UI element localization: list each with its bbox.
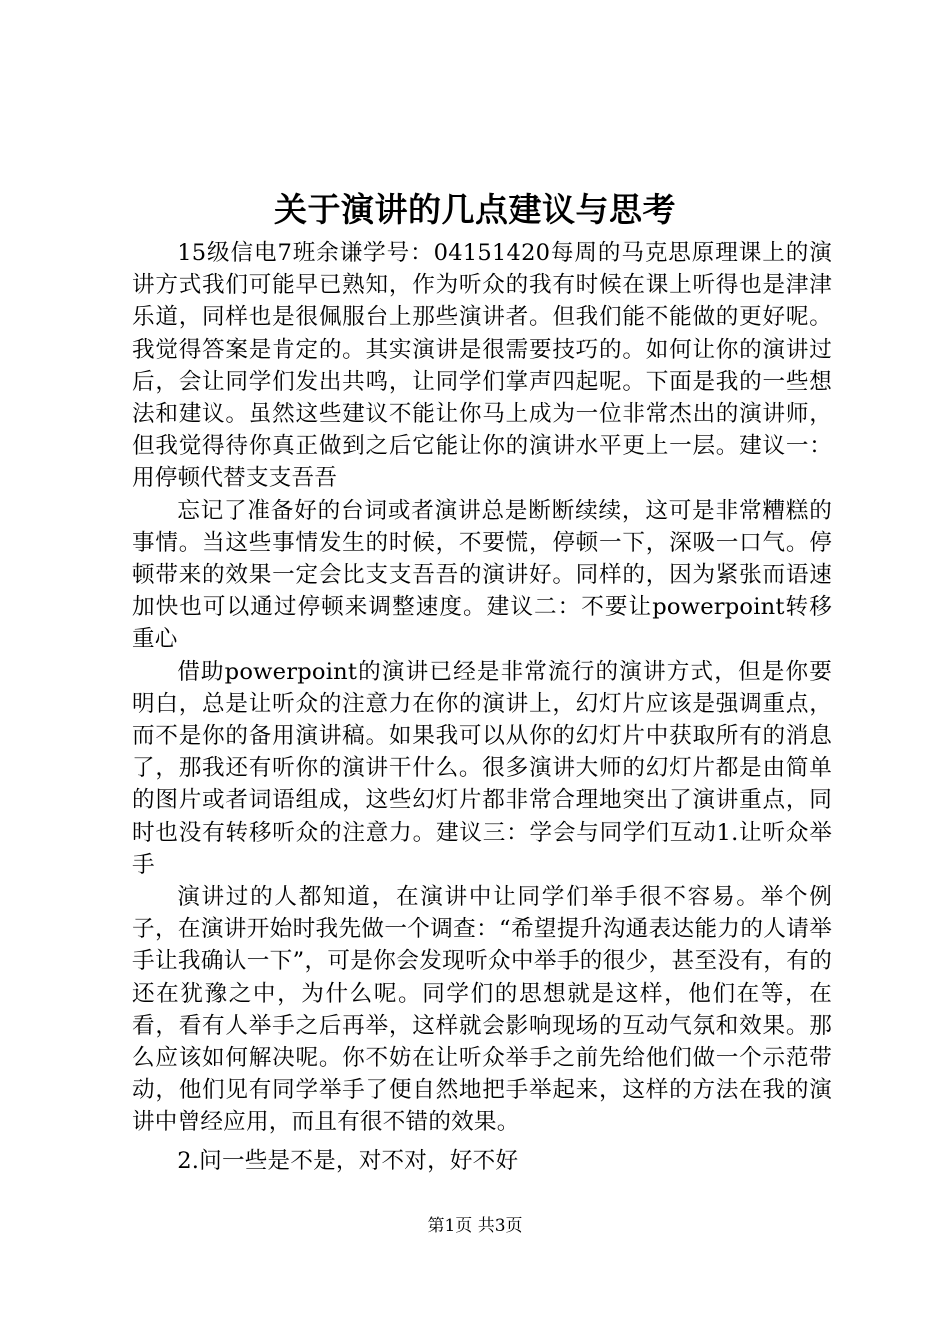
document-title: 关于演讲的几点建议与思考: [274, 190, 676, 229]
document-body: [132, 237, 832, 1177]
paragraph-suggestion-two: 借助powerpoint的演讲已经是非常流行的演讲方式，但是你要明白，总是让听众的注意力在你的演讲上，幻灯片应该是强调重点，而不是你的备用演讲稿。如果我可以从你的幻灯片中获取所有的消息了，那我还有听你的演讲干什么。很多演讲大师的幻灯片都是由简单的图片或者词语组成，这些幻灯片都非常合理地突出了演讲重点，同时也没有转移听众的注意力。建议三：学会与同学们互动1.让听众举手: [132, 658, 832, 878]
page-number-footer: 第1页 共3页: [427, 1216, 523, 1236]
paragraph-suggestion-one: 忘记了准备好的台词或者演讲总是断断续续，这可是非常糟糕的事情。当这些事情发生的时候，不要慌，停顿一下，深吸一口气。停顿带来的效果一定会比支支吾吾的演讲好。同样的，因为紧张而语速加快也可以通过停顿来调整速度。建议二：不要让powerpoint转移重心: [132, 497, 832, 653]
paragraph-point-two: 2.问一些是不是，对不对，好不好: [177, 1147, 519, 1174]
paragraph-intro: 15级信电7班余谦学号：04151420每周的马克思原理课上的演讲方式我们可能早已熟知，作为听众的我有时候在课上听得也是津津乐道，同样也是很佩服台上那些演讲者。但我们能不能做的更好呢。我觉得答案是肯定的。其实演讲是很需要技巧的。如何让你的演讲过后，会让同学们发出共鸣，让同学们掌声四起呢。下面是我的一些想法和建议。虽然这些建议不能让你马上成为一位非常杰出的演讲师，但我觉得待你真正做到之后它能让你的演讲水平更上一层。建议一：用停顿代替支支吾吾: [132, 240, 832, 492]
paragraph-suggestion-three: 演讲过的人都知道，在演讲中让同学们举手很不容易。举个例子，在演讲开始时我先做一个调查：“希望提升沟通表达能力的人请举手让我确认一下”，可是你会发现听众中举手的很少，甚至没有，有的还在犹豫之中，为什么呢。同学们的思想就是这样，他们在等，在看，看有人举手之后再举，这样就会影响现场的互动气氛和效果。那么应该如何解决呢。你不妨在让听众举手之前先给他们做一个示范带动，他们见有同学举手了便自然地把手举起来，这样的方法在我的演讲中曾经应用，而且有很不错的效果。: [132, 884, 832, 1136]
